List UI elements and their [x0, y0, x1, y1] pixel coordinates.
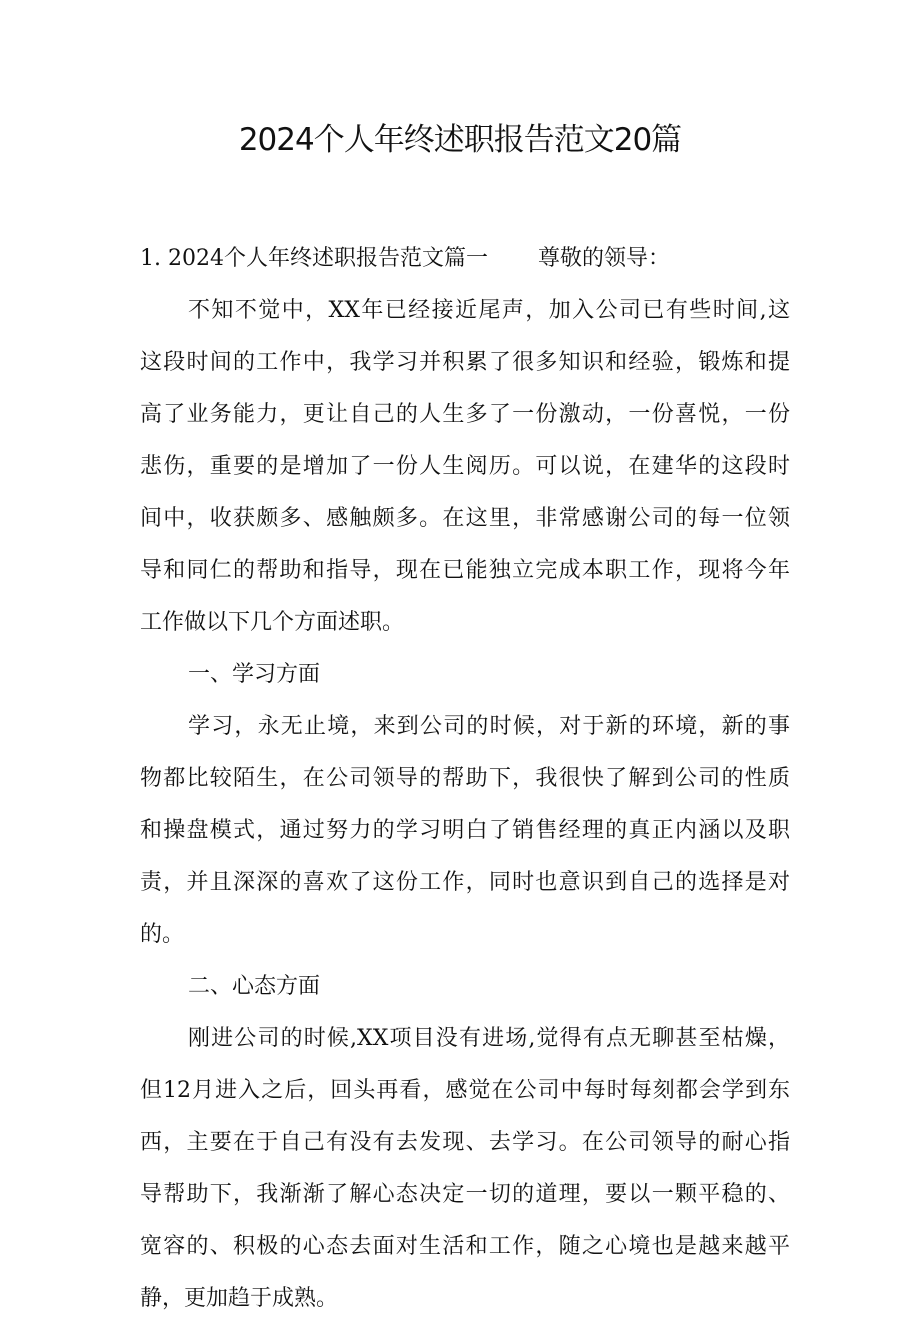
paragraph-line: 静，更加趋于成熟。 — [140, 1286, 339, 1311]
salutation: 尊敬的领导： — [537, 246, 670, 271]
paragraph-line: 悲伤，重要的是增加了一份人生阅历。可以说，在建华的这段时 — [140, 454, 790, 479]
paragraph-line: 这段时间的工作中，我学习并积累了很多知识和经验，锻炼和提 — [140, 350, 790, 375]
paragraph-line: 刚进公司的时候,XX项目没有进场,觉得有点无聊甚至枯燥， — [188, 1026, 790, 1051]
document-title: 2024个人年终述职报告范文20篇 — [238, 122, 682, 158]
paragraph-line: 责，并且深深的喜欢了这份工作，同时也意识到自己的选择是对 — [140, 870, 790, 895]
paragraph-line: 学习，永无止境，来到公司的时候，对于新的环境，新的事 — [188, 714, 790, 739]
paragraph-line: 导和同仁的帮助和指导，现在已能独立完成本职工作，现将今年 — [140, 558, 790, 583]
paragraph-line: 不知不觉中，XX年已经接近尾声，加入公司已有些时间,这 — [188, 298, 790, 323]
paragraph-line: 物都比较陌生，在公司领导的帮助下，我很快了解到公司的性质 — [140, 766, 790, 791]
paragraph-line: 西，主要在于自己有没有去发现、去学习。在公司领导的耐心指 — [140, 1130, 790, 1155]
document-body — [140, 233, 790, 1325]
section-heading: 一、学习方面 — [188, 662, 321, 687]
paragraph-line: 导帮助下，我渐渐了解心态决定一切的道理，要以一颗平稳的、 — [140, 1182, 790, 1207]
article-heading: 1. 2024个人年终述职报告范文篇一 — [140, 246, 488, 271]
section-heading: 二、心态方面 — [188, 974, 321, 999]
paragraph-line: 间中，收获颇多、感触颇多。在这里，非常感谢公司的每一位领 — [140, 506, 790, 531]
paragraph-line: 工作做以下几个方面述职。 — [140, 610, 405, 635]
paragraph-line: 但12月进入之后，回头再看，感觉在公司中每时每刻都会学到东 — [140, 1078, 790, 1103]
article-heading-line — [140, 233, 790, 285]
paragraph-line: 和操盘模式，通过努力的学习明白了销售经理的真正内涵以及职 — [140, 818, 790, 843]
paragraph-line: 高了业务能力，更让自己的人生多了一份激动，一份喜悦，一份 — [140, 402, 790, 427]
paragraph-line: 的。 — [140, 922, 185, 947]
paragraph-line: 宽容的、积极的心态去面对生活和工作，随之心境也是越来越平 — [140, 1234, 790, 1259]
